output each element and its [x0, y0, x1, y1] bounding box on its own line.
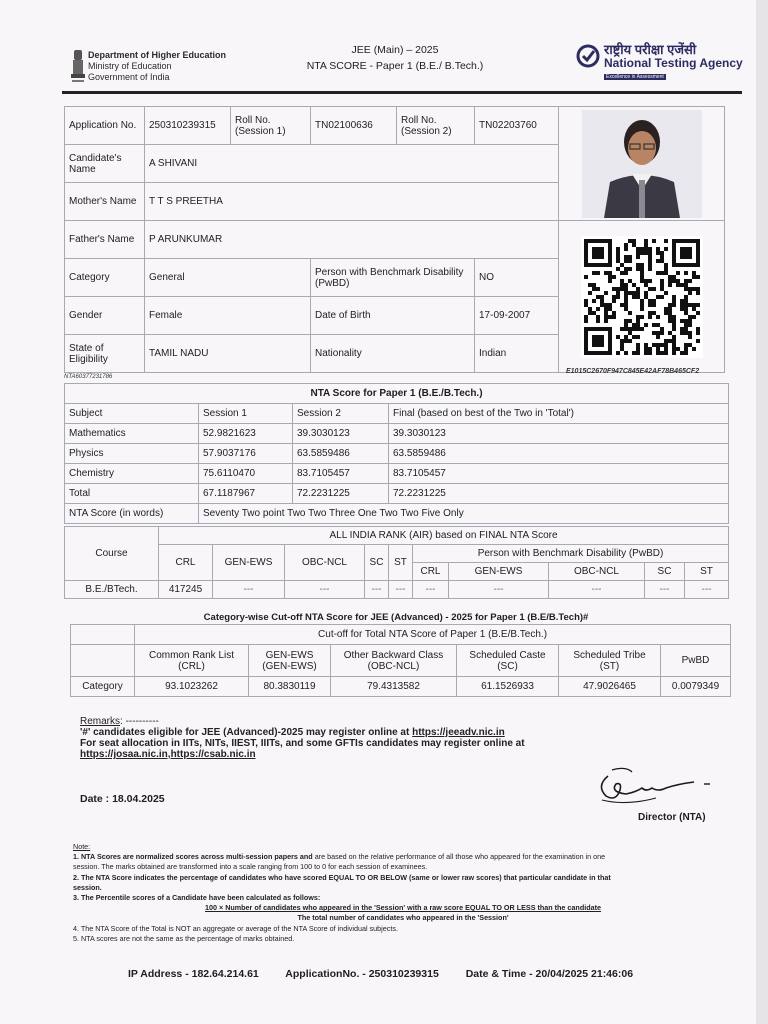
- pwbd-col-obc-ncl: OBC-NCL: [549, 563, 645, 581]
- roll2-label: Roll No. (Session 2): [397, 107, 475, 145]
- application-no-value: 250310239315: [145, 107, 231, 145]
- footer-ip: IP Address - 182.64.214.61: [128, 968, 259, 980]
- rank-value: ---: [365, 581, 389, 599]
- table-row: [65, 464, 729, 484]
- remarks-title: Remarks: [80, 716, 121, 727]
- score-table-title: NTA Score for Paper 1 (B.E./B.Tech.): [65, 384, 729, 404]
- candidate-details-table: [64, 106, 725, 373]
- roll1-label: Roll No. (Session 1): [231, 107, 311, 145]
- pwbd-value: NO: [475, 259, 559, 297]
- name-label: Candidate's Name: [65, 145, 145, 183]
- session2-score: 72.2231225: [293, 484, 389, 504]
- session1-score: 52.9821623: [199, 424, 293, 444]
- candidate-photo: [582, 110, 702, 218]
- session2-score: 83.7105457: [293, 464, 389, 484]
- cutoff-subtitle: Cut-off for Total NTA Score of Paper 1 (B.E/B.Tech.): [135, 625, 731, 645]
- formula-denominator: The total number of candidates who appeared in the 'Session': [297, 913, 509, 923]
- subject-name: Mathematics: [65, 424, 199, 444]
- footer-application-no: ApplicationNo. - 250310239315: [285, 968, 439, 980]
- remarks-line1: '#' candidates eligible for JEE (Advanced)-2025 may register online at: [80, 727, 410, 738]
- score-header: Session 2: [293, 404, 389, 424]
- nationality-label: Nationality: [311, 335, 475, 373]
- score-words-value: Seventy Two point Two Two Three One Two Two Five Only: [199, 504, 729, 524]
- pwbd-col-gen-ews: GEN-EWS: [449, 563, 549, 581]
- dob-label: Date of Birth: [311, 297, 475, 335]
- rank-value: ---: [549, 581, 645, 599]
- josaa-csab-link[interactable]: https://josaa.nic.in,https://csab.nic.in: [80, 749, 256, 760]
- cutoff-value: 47.9026465: [559, 677, 661, 697]
- session2-score: 39.3030123: [293, 424, 389, 444]
- cutoff-header: Scheduled Tribe (ST): [559, 645, 661, 677]
- course-label: Course: [65, 527, 159, 581]
- qr-code-icon: [581, 236, 703, 358]
- table-row: [65, 484, 729, 504]
- score-words-label: NTA Score (in words): [65, 504, 199, 524]
- name-value: A SHIVANI: [145, 145, 559, 183]
- table-row: [71, 677, 731, 697]
- father-label: Father's Name: [65, 221, 145, 259]
- rank-col-obc-ncl: OBC-NCL: [285, 545, 365, 581]
- nationality-value: Indian: [475, 335, 559, 373]
- course-value: B.E./BTech.: [65, 581, 159, 599]
- remarks-dashes: : ----------: [120, 716, 159, 727]
- exam-title: JEE (Main) – 2025: [351, 44, 439, 56]
- cutoff-header: Common Rank List (CRL): [135, 645, 249, 677]
- score-header: Session 1: [199, 404, 293, 424]
- father-value: P ARUNKUMAR: [145, 221, 559, 259]
- state-value: TAMIL NADU: [145, 335, 311, 373]
- director-title: Director (NTA): [638, 812, 706, 823]
- table-row: [65, 581, 729, 599]
- final-score: 83.7105457: [389, 464, 729, 484]
- percentile-formula: [73, 903, 733, 923]
- ministry-block: [70, 46, 227, 94]
- cutoff-value: 80.3830119: [249, 677, 331, 697]
- cutoff-value: 79.4313582: [331, 677, 457, 697]
- issue-date: Date : 18.04.2025: [80, 793, 165, 805]
- pwbd-col-st: ST: [685, 563, 729, 581]
- cutoff-value: 61.1526933: [457, 677, 559, 697]
- session2-score: 63.5859486: [293, 444, 389, 464]
- subject-name: Physics: [65, 444, 199, 464]
- rank-value: 417245: [159, 581, 213, 599]
- state-label: State of Eligibility: [65, 335, 145, 373]
- qr-cell: [559, 221, 725, 373]
- roll2-value: TN02203760: [475, 107, 559, 145]
- print-footer: [128, 968, 657, 980]
- application-no-label: Application No.: [65, 107, 145, 145]
- agency-tagline: Excellence in Assessment: [606, 74, 664, 80]
- score-header: Subject: [65, 404, 199, 424]
- note-1b: are based on the relative performance of all those who appeared for the examination in one: [314, 852, 606, 862]
- session1-score: 75.6110470: [199, 464, 293, 484]
- header-divider: [62, 91, 742, 94]
- cutoff-row-label: Category: [71, 677, 135, 697]
- rank-value: ---: [213, 581, 285, 599]
- subject-name: Total: [65, 484, 199, 504]
- rank-col-gen-ews: GEN-EWS: [213, 545, 285, 581]
- nta-logo-block: [576, 38, 743, 94]
- photo-cell: [559, 107, 725, 221]
- gender-value: Female: [145, 297, 311, 335]
- session1-score: 67.1187967: [199, 484, 293, 504]
- gender-label: Gender: [65, 297, 145, 335]
- footer-datetime: Date & Time - 20/04/2025 21:46:06: [465, 968, 634, 980]
- rank-value: ---: [285, 581, 365, 599]
- cutoff-header: Other Backward Class (OBC-NCL): [331, 645, 457, 677]
- cutoff-header: PwBD: [661, 645, 731, 677]
- remarks-line2: For seat allocation in IITs, NITs, IIEST, IIITs, and some GFTIs candidates may register online at: [80, 738, 525, 749]
- cutoff-table: [70, 624, 731, 697]
- pwbd-rank-title: Person with Benchmark Disability (PwBD): [413, 545, 729, 563]
- rank-value: ---: [389, 581, 413, 599]
- category-label: Category: [65, 259, 145, 297]
- cutoff-header: GEN-EWS (GEN-EWS): [249, 645, 331, 677]
- pwbd-col-crl: CRL: [413, 563, 449, 581]
- qr-code: [581, 236, 703, 358]
- director-signature-icon: [586, 762, 716, 810]
- cutoff-title: Category-wise Cut-off NTA Score for JEE (Advanced) - 2025 for Paper 1 (B.E/B.Tech)#: [203, 612, 589, 623]
- national-emblem-icon: [70, 48, 86, 88]
- rank-value: ---: [413, 581, 449, 599]
- paper-title: NTA SCORE - Paper 1 (B.E./ B.Tech.): [306, 60, 484, 72]
- rank-col-st: ST: [389, 545, 413, 581]
- rank-value: ---: [685, 581, 729, 599]
- final-score: 63.5859486: [389, 444, 729, 464]
- exam-heading: [290, 42, 500, 74]
- mother-label: Mother's Name: [65, 183, 145, 221]
- session1-score: 57.9037176: [199, 444, 293, 464]
- table-row: [65, 424, 729, 444]
- pwbd-label: Person with Benchmark Disability (PwBD): [311, 259, 475, 297]
- notes-block: [73, 842, 733, 944]
- rank-col-crl: CRL: [159, 545, 213, 581]
- rank-table-title: ALL INDIA RANK (AIR) based on FINAL NTA Score: [159, 527, 729, 545]
- final-score: 72.2231225: [389, 484, 729, 504]
- note-1a: 1. NTA Scores are normalized scores across multi-session papers and: [73, 852, 313, 862]
- ministry-line: Ministry of Education: [88, 61, 172, 71]
- doc-code-left: NTA60377231786: [64, 374, 113, 380]
- rank-value: ---: [449, 581, 549, 599]
- notes-heading: Note:: [73, 842, 91, 851]
- score-header: Final (based on best of the Two in 'Total'): [389, 404, 729, 424]
- jeeadv-link[interactable]: https://jeeadv.nic.in: [412, 727, 505, 738]
- rank-col-sc: SC: [365, 545, 389, 581]
- remarks-block: [80, 716, 525, 760]
- note-5: 5. NTA scores are not the same as the percentage of marks obtained.: [73, 933, 295, 943]
- all-india-rank-table: [64, 526, 729, 599]
- note-2a: 2. The NTA Score indicates the percentage of candidates who have scored EQUAL TO OR BELOW (same or lower raw scores) that particular candidate in that: [73, 872, 611, 882]
- dob-value: 17-09-2007: [475, 297, 559, 335]
- agency-name: National Testing Agency: [604, 56, 743, 70]
- note-2b: session.: [73, 882, 102, 892]
- cutoff-value: 0.0079349: [661, 677, 731, 697]
- note-3: 3. The Percentile scores of a Candidate have been calculated as follows:: [73, 893, 321, 903]
- agency-hindi: राष्ट्रीय परीक्षा एजेंसी: [604, 42, 697, 57]
- nta-score-table: [64, 383, 729, 524]
- pwbd-col-sc: SC: [645, 563, 685, 581]
- cutoff-header: Scheduled Caste (SC): [457, 645, 559, 677]
- table-row: [65, 444, 729, 464]
- mother-value: T T S PREETHA: [145, 183, 559, 221]
- rank-value: ---: [645, 581, 685, 599]
- formula-numerator: 100 × Number of candidates who appeared in the 'Session' with a raw score EQUAL TO OR LESS than the candidate: [205, 903, 601, 913]
- govt-line: Government of India: [88, 72, 170, 82]
- category-value: General: [145, 259, 311, 297]
- subject-name: Chemistry: [65, 464, 199, 484]
- cutoff-value: 93.1023262: [135, 677, 249, 697]
- doc-code-right: E1015C2670F947C845E42AF78B465CF2: [566, 368, 700, 375]
- final-score: 39.3030123: [389, 424, 729, 444]
- candidate-photo-icon: [582, 110, 702, 218]
- dept-line: Department of Higher Education: [88, 50, 227, 60]
- roll1-value: TN02100636: [311, 107, 397, 145]
- note-4: 4. The NTA Score of the Total is NOT an aggregate or average of the NTA Score of individual subjects.: [73, 923, 398, 933]
- note-1c: session. The marks obtained are transformed into a scale ranging from 100 to 0 for each session of examinees.: [73, 862, 428, 872]
- nta-logo-icon: [576, 44, 600, 68]
- scan-edge: [756, 0, 768, 1024]
